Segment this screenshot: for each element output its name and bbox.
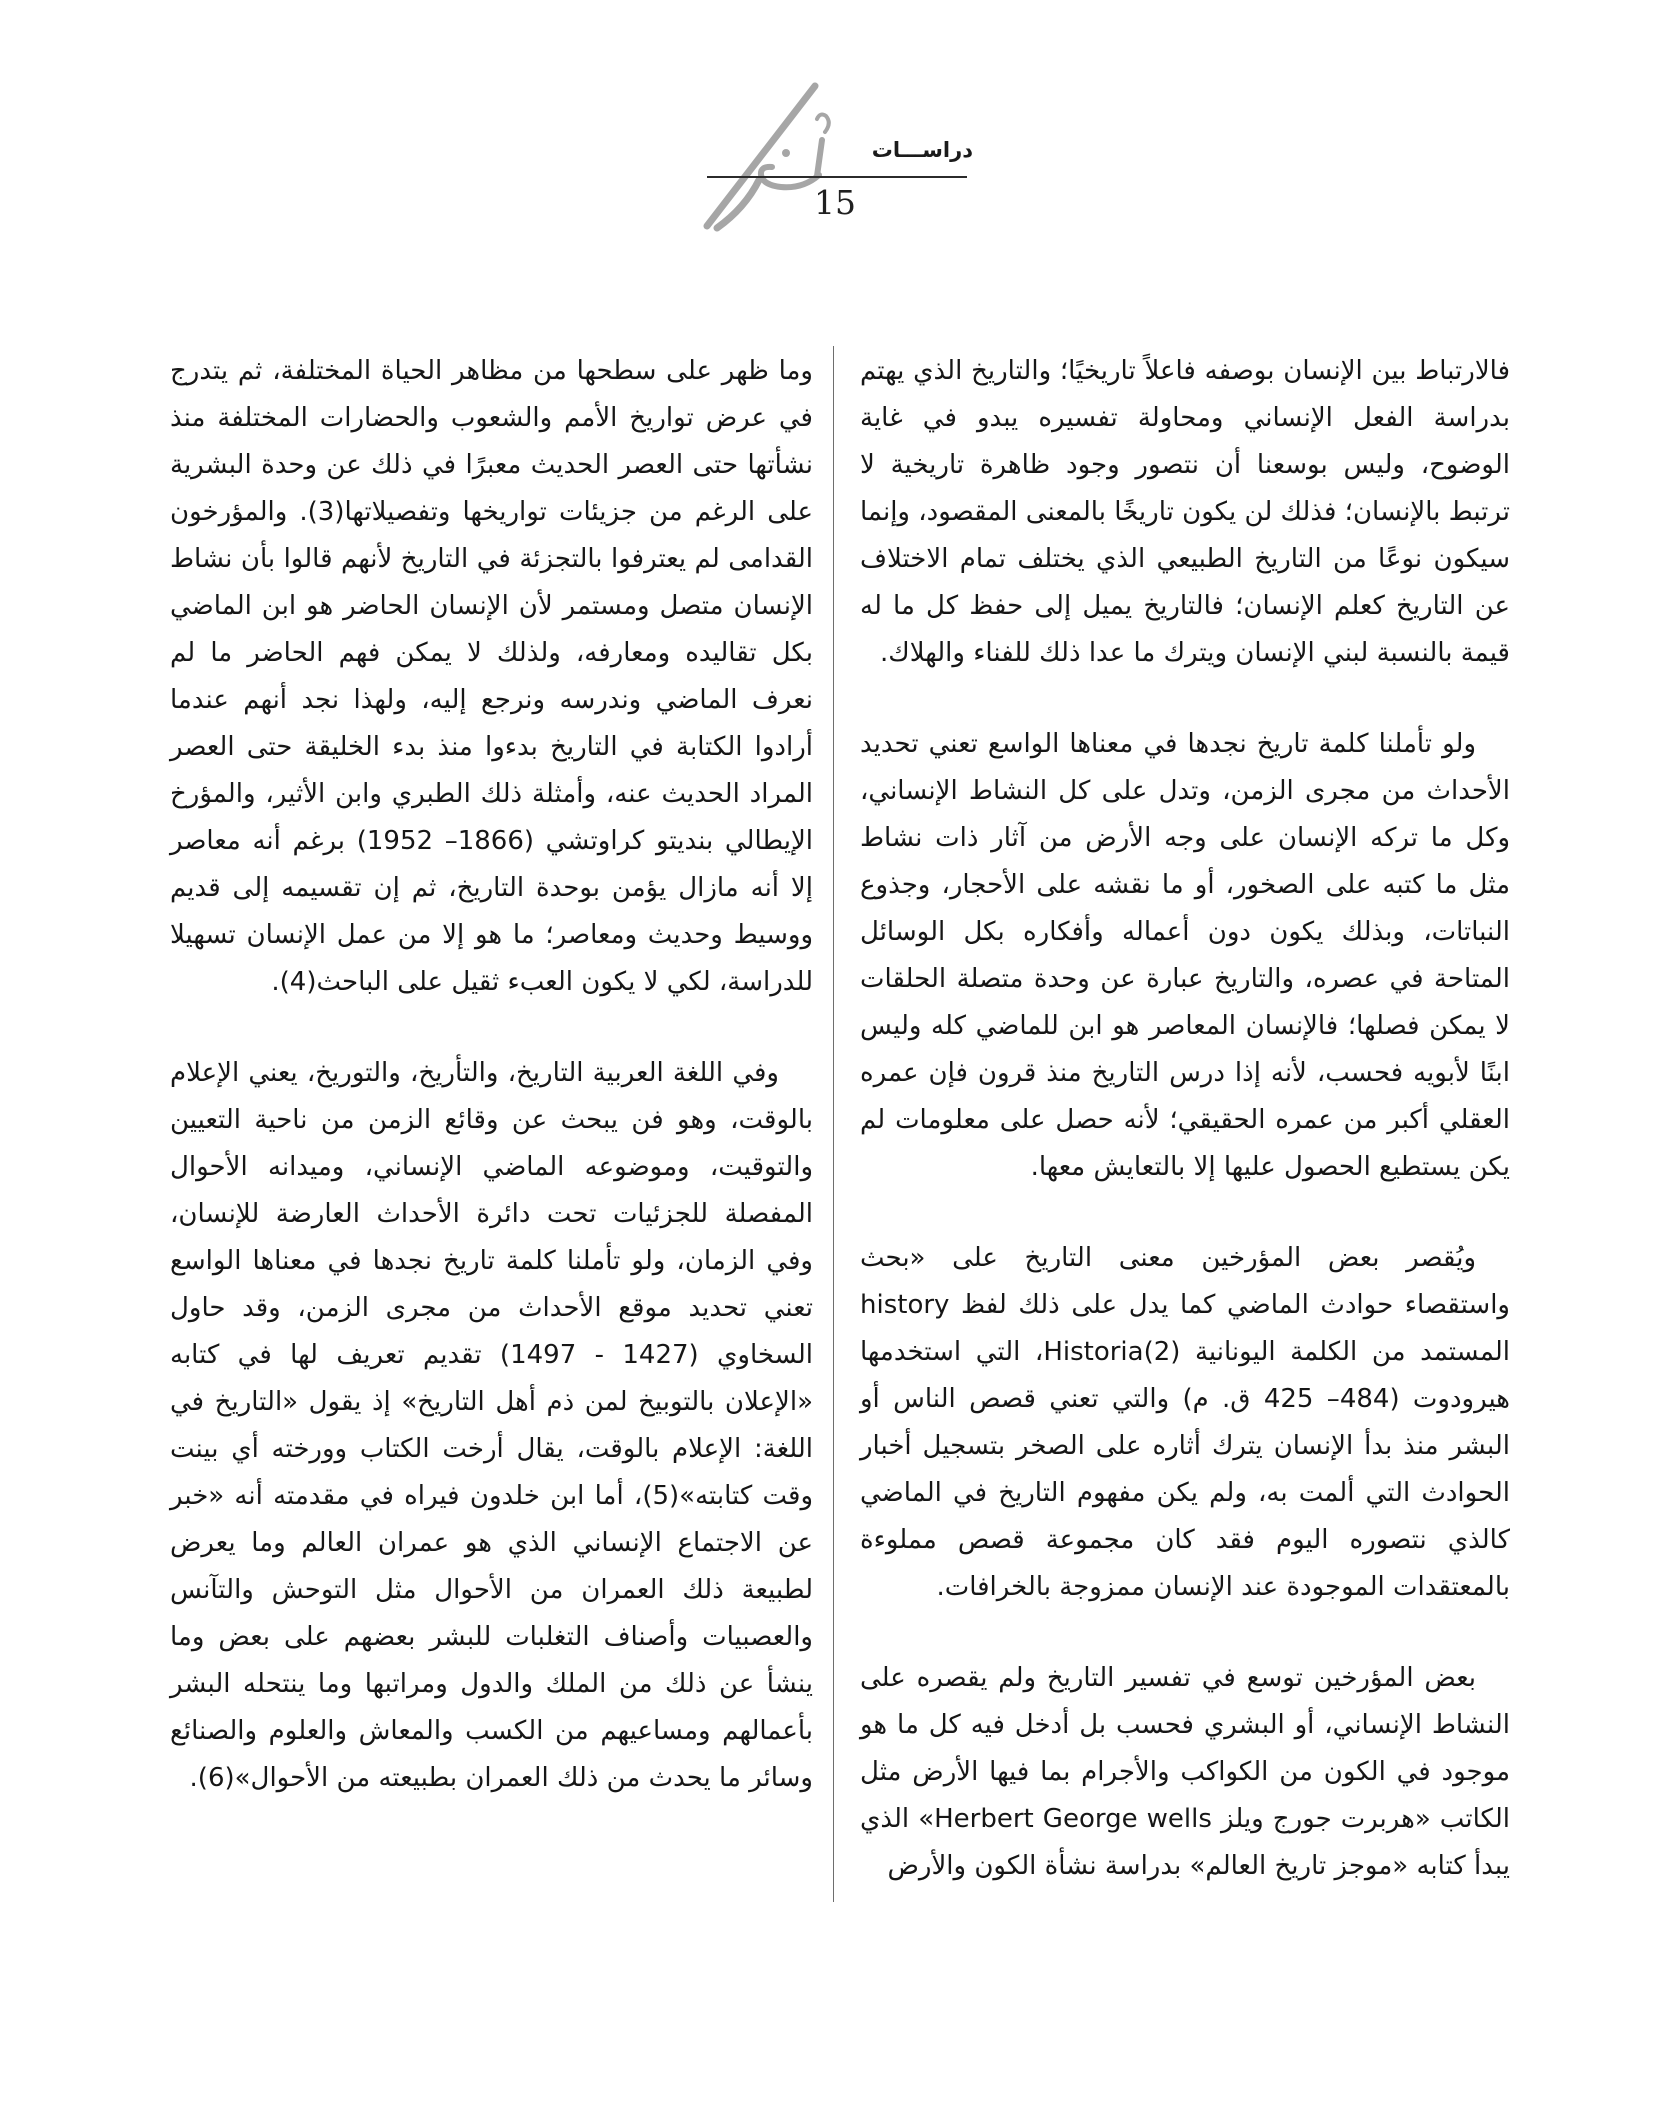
left-col-paragraph-1: وما ظهر على سطحها من مظاهر الحياة المختلفة، ثم يتدرج في عرض تواريخ الأمم والشعوب والحضارات المختلفة منذ نشأتها حتى العصر الحديث معبرًا في ذلك عن وحدة البشرية على الرغم من جزيئات تواريخها وتفصيلاتها(3). والمؤرخون القدامى لم يعترفوا بالتجزئة في التاريخ لأنهم قالوا بأن نشاط الإنسان متصل ومستمر لأن الإنسان الحاضر هو ابن الماضي بكل تقاليده ومعارفه، ولذلك لا يمكن فهم الحاضر ما لم نعرف الماضي وندرسه ونرجع إليه، ولهذا نجد أنهم عندما أرادوا الكتابة في التاريخ بدءوا منذ بدء الخليقة حتى العصر المراد الحديث عنه، وأمثلة ذلك الطبري وابن الأثير، والمؤرخ الإيطالي بنديتو كراوتشي (1866– 1952) برغم أنه معاصر إلا أنه مازال يؤمن بوحدة التاريخ، ثم إن تقسيمه إلى قديم ووسيط وحديث ومعاصر؛ ما هو إلا من عمل الإنسان تسهيلا للدراسة، لكي لا يكون العبء ثقيل على الباحث(4). (170, 356, 814, 997)
section-title: دراســـات (871, 138, 973, 162)
header-rule (707, 176, 967, 178)
column-divider (833, 346, 834, 1902)
page-number: 15 (814, 183, 856, 222)
right-col-paragraph-4: بعض المؤرخين توسع في تفسير التاريخ ولم يقصره على النشاط الإنساني، أو البشري فحسب بل أدخل فيه كل ما هو موجود في الكون من الكواكب والأجرام بما فيها الأرض مثل الكاتب «هربرت جورج ويلز Herbert George wells» الذي يبدأ كتابه «موجز تاريخ العالم» بدراسة نشأة الكون والأرض (860, 1663, 1510, 1881)
left-column (170, 348, 813, 1846)
left-col-paragraph-2: وفي اللغة العربية التاريخ، والتأريخ، والتوريخ، يعني الإعلام بالوقت، وهو فن يبحث عن وقائع الزمن من ناحية التعيين والتوقيت، وموضوعه الماضي الإنساني، وميدانه الأحوال المفصلة للجزئيات تحت دائرة الأحداث العارضة للإنسان، وفي الزمان، ولو تأملنا كلمة تاريخ نجدها في معناها الواسع تعني تحديد موقع الأحداث من مجرى الزمن، وقد حاول السخاوي (1427 - 1497) تقديم تعريف لها في كتابه «الإعلان بالتوبيخ لمن ذم أهل التاريخ» إذ يقول «التاريخ في اللغة: الإعلام بالوقت، يقال أرخت الكتاب وورخته أي بينت وقت كتابته»(5)، أما ابن خلدون فيراه في مقدمته أنه «خبر عن الاجتماع الإنساني الذي هو عمران العالم وما يعرض لطبيعة ذلك العمران من الأحوال مثل التوحش والتآنس والعصبيات وأصناف التغلبات للبشر بعضهم على بعض وما ينشأ عن ذلك من الملك والدول ومراتبها وما ينتحله البشر بأعمالهم ومساعيهم من الكسب والمعاش والعلوم والصنائع وسائر ما يحدث من ذلك العمران بطبيعته من الأحوال»(6). (170, 1058, 814, 1793)
right-column (860, 348, 1510, 1934)
right-col-paragraph-1: فالارتباط بين الإنسان بوصفه فاعلاً تاريخيًا؛ والتاريخ الذي يهتم بدراسة الفعل الإنساني ومحاولة تفسيره يبدو في غاية الوضوح، وليس بوسعنا أن نتصور وجود ظاهرة تاريخية لا ترتبط بالإنسان؛ فذلك لن يكون تاريخًا بالمعنى المقصود، وإنما سيكون نوعًا من التاريخ الطبيعي الذي يختلف تمام الاختلاف عن التاريخ كعلم الإنسان؛ فالتاريخ يميل إلى حفظ كل ما له قيمة بالنسبة لبني الإنسان ويترك ما عدا ذلك للفناء والهلاك. (860, 356, 1510, 668)
right-col-paragraph-2: ولو تأملنا كلمة تاريخ نجدها في معناها الواسع تعني تحديد الأحداث من مجرى الزمن، وتدل على كل النشاط الإنساني، وكل ما تركه الإنسان على وجه الأرض من آثار ذات نشاط مثل ما كتبه على الصخور، أو ما نقشه على الأحجار، وجذوع النباتات، وبذلك يكون دون أعماله وأفكاره بكل الوسائل المتاحة في عصره، والتاريخ عبارة عن وحدة متصلة الحلقات لا يمكن فصلها؛ فالإنسان المعاصر هو ابن للماضي كله وليس ابنًا لأبويه فحسب، لأنه إذا درس التاريخ منذ قرون فإن عمره العقلي أكبر من عمره الحقيقي؛ لأنه حصل على معلومات لم يكن يستطيع الحصول عليها إلا بالتعايش معها. (860, 729, 1510, 1182)
right-col-paragraph-3: ويُقصر بعض المؤرخين معنى التاريخ على «بحث واستقصاء حوادث الماضي كما يدل على ذلك لفظ history المستمد من الكلمة اليونانية Historia(2)، التي استخدمها هيرودوت (484– 425 ق. م) والتي تعني قصص الناس أو البشر منذ بدأ الإنسان يترك أثاره على الصخر بتسجيل أخبار الحوادث التي ألمت به، ولم يكن مفهوم التاريخ في الماضي كالذي نتصوره اليوم فقد كان مجموعة قصص مملوءة بالمعتقدات الموجودة عند الإنسان ممزوجة بالخرافات. (860, 1243, 1511, 1602)
